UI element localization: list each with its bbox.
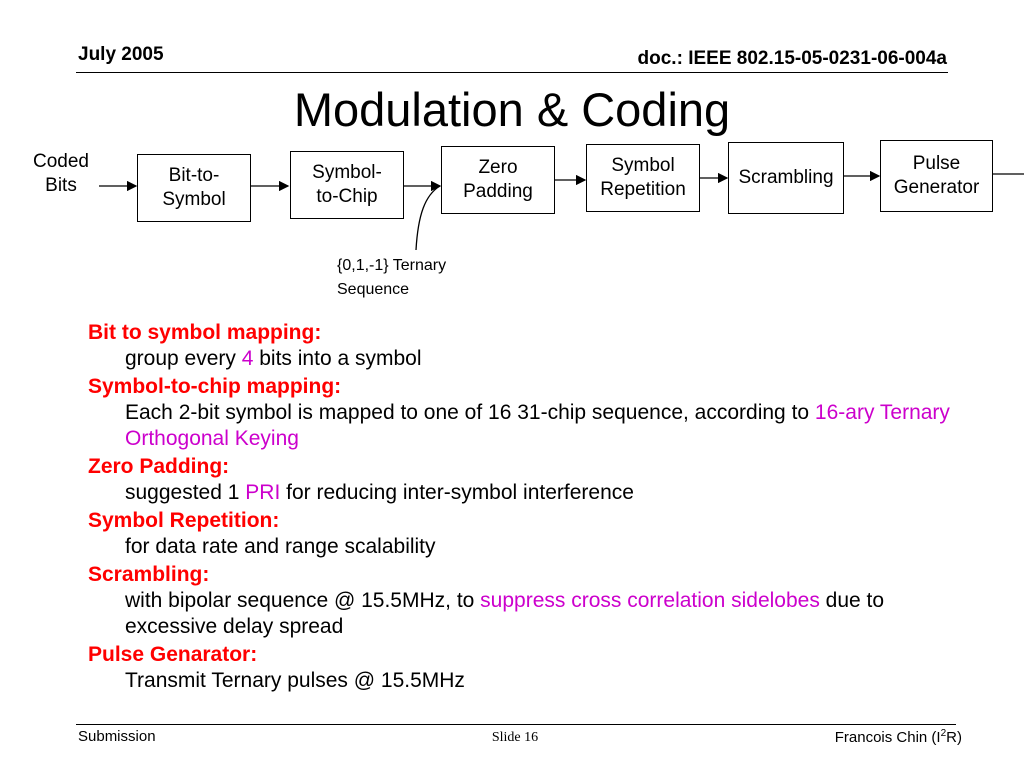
section-text: group every 4 bits into a symbol [125,347,422,370]
input-label: Coded Bits [33,151,89,196]
section-text: suggested 1 PRI for reducing inter-symbol interference [125,481,634,504]
footer-slide-number: Slide 16 [491,730,539,745]
section-text: Each 2-bit symbol is mapped to one of 16 31-chip sequence, according to 16-ary Ternary Orthogonal Keying [125,401,950,450]
ternary-note: {0,1,-1} Ternary Sequence [337,257,447,298]
section-heading: Symbol-to-chip mapping: [88,375,342,398]
block-pulse-generator: Pulse Generator [880,140,993,212]
header-doc-id: doc.: IEEE 802.15-05-0231-06-004a [637,48,947,69]
block-zero-padding: Zero Padding [441,146,555,214]
section-heading: Zero Padding: [88,455,230,478]
footer-submission: Submission [78,728,156,745]
description-list [88,318,968,695]
header-date: July 2005 [78,44,164,65]
section-heading: Scrambling: [88,563,210,586]
footer-author: Francois Chin $(I^2R)$ [834,728,962,746]
section-text: with bipolar sequence @ 15.5MHz, to suppress cross correlation sidelobes due to excessive delay spread [125,589,885,638]
block-symbol-to-chip: Symbol- to-Chip [290,151,404,219]
block-scrambling: Scrambling [728,142,844,214]
section-heading: Bit to symbol mapping: [88,321,322,344]
note-pointer [416,186,440,250]
section-text: Transmit Ternary pulses @ 15.5MHz [125,669,465,692]
section-heading: Pulse Genarator: [88,643,258,666]
block-symbol-repetition: Symbol Repetition [586,144,700,212]
section-text: for data rate and range scalability [125,535,436,558]
section-heading: Symbol Repetition: [88,509,280,532]
block-bit-to-symbol: Bit-to- Symbol [137,154,251,222]
slide-title: Modulation & Coding [293,83,731,136]
footer-rule [76,724,956,725]
